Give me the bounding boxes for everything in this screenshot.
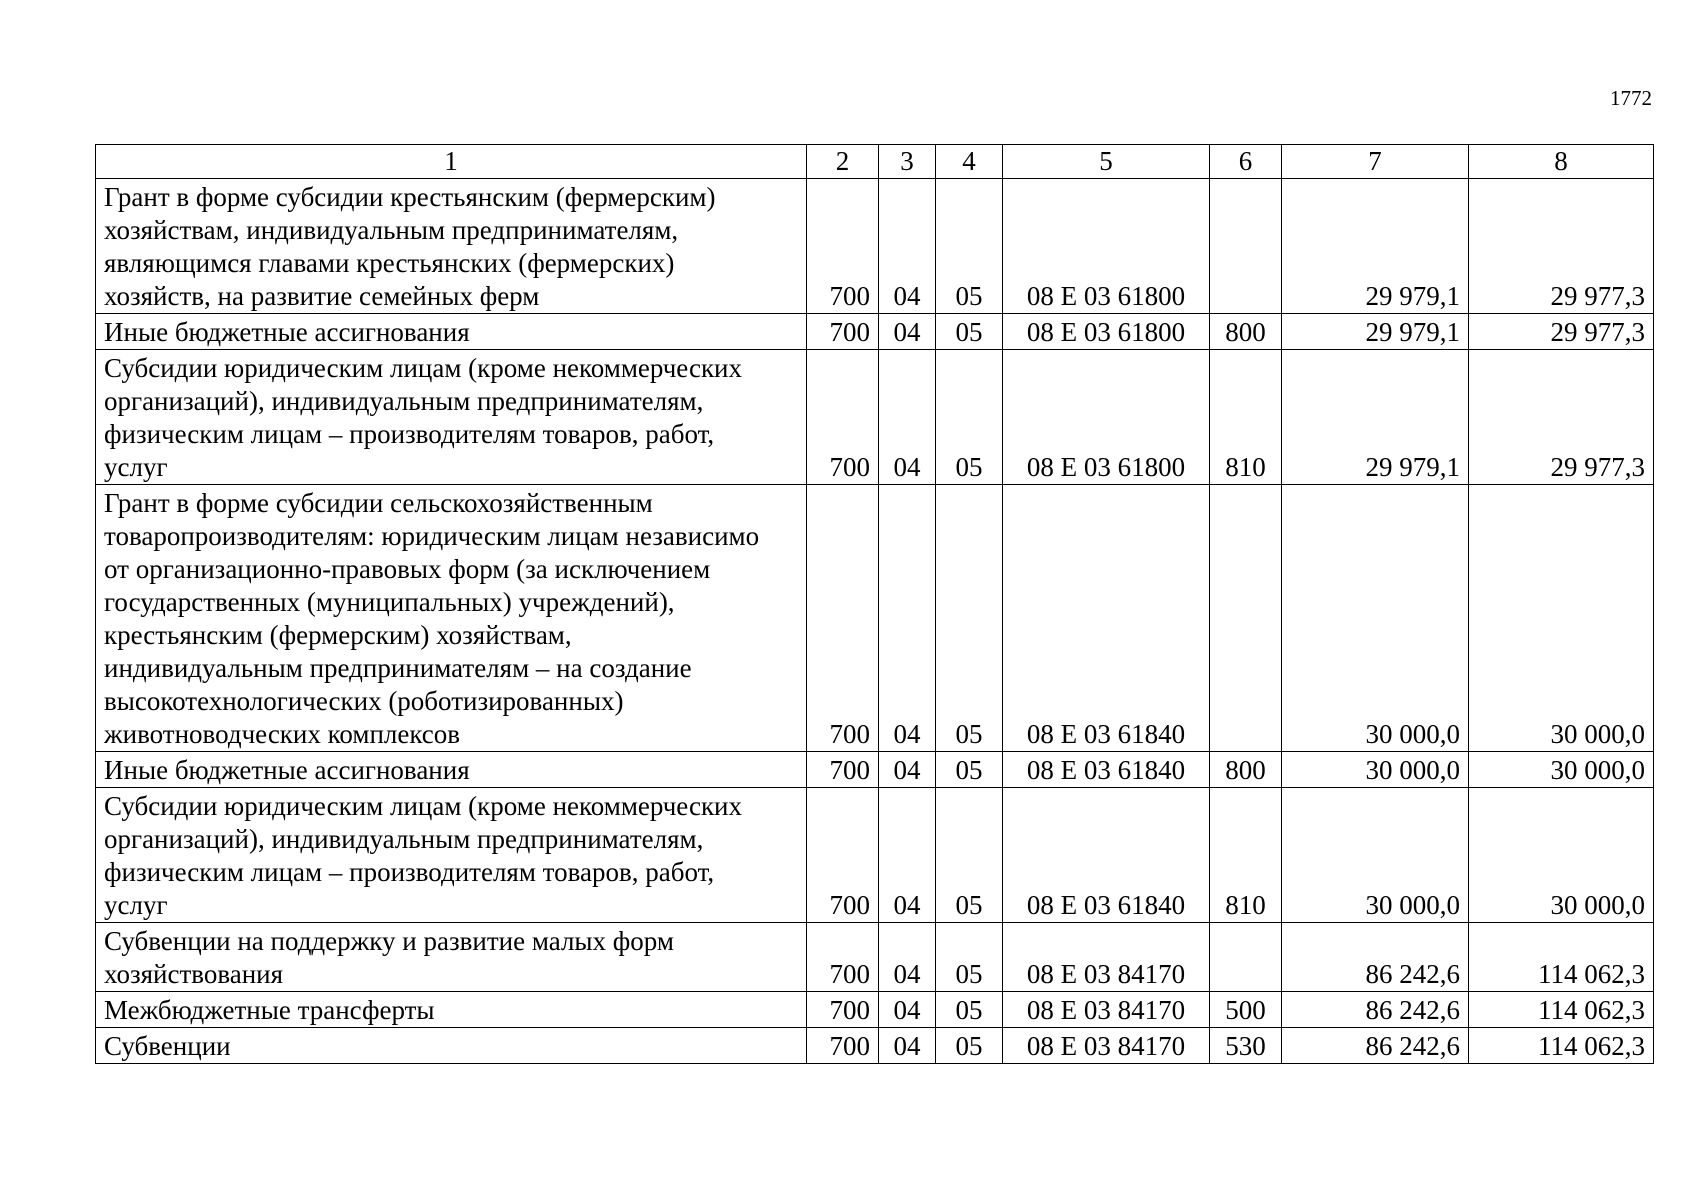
col-7-cell: 86 242,6 (1282, 923, 1469, 992)
row-name-line: государственных (муниципальных) учреждений), (104, 587, 675, 617)
col-7-cell: 29 979,1 (1282, 350, 1469, 485)
col-8-cell: 114 062,3 (1469, 1028, 1654, 1064)
row-name-cell (96, 992, 807, 1028)
row-name-line: являющимся главами крестьянских (фермерских) (104, 248, 675, 278)
row-name-line: хозяйствования (104, 959, 284, 989)
col-3-cell: 04 (879, 923, 936, 992)
col-5-cell: 08 Е 03 61800 (1003, 350, 1210, 485)
row-name-line: Иные бюджетные ассигнования (104, 317, 470, 347)
col-5-cell: 08 Е 03 61840 (1003, 788, 1210, 923)
row-name-line: индивидуальным предпринимателям – на создание (104, 653, 692, 683)
header-cell: 6 (1210, 145, 1282, 179)
col-8-cell: 30 000,0 (1469, 485, 1654, 752)
table-row (96, 923, 1654, 992)
row-name-cell (96, 1028, 807, 1064)
col-4-cell: 05 (936, 314, 1003, 350)
col-8-cell: 114 062,3 (1469, 992, 1654, 1028)
col-6-cell: 500 (1210, 992, 1282, 1028)
col-8-cell: 30 000,0 (1469, 752, 1654, 788)
col-2-cell: 700 (807, 788, 879, 923)
col-7-cell: 86 242,6 (1282, 992, 1469, 1028)
row-name-line: организаций), индивидуальным предпринимателям, (104, 386, 704, 416)
table-body (96, 179, 1654, 1064)
col-6-cell (1210, 179, 1282, 314)
row-name-line: хозяйствам, индивидуальным предпринимателям, (104, 215, 679, 245)
col-4-cell: 05 (936, 485, 1003, 752)
table-row (96, 179, 1654, 314)
col-6-cell: 810 (1210, 788, 1282, 923)
col-4-cell: 05 (936, 1028, 1003, 1064)
col-7-cell: 29 979,1 (1282, 314, 1469, 350)
col-2-cell: 700 (807, 923, 879, 992)
col-7-cell: 29 979,1 (1282, 179, 1469, 314)
col-6-cell: 800 (1210, 314, 1282, 350)
col-5-cell: 08 Е 03 84170 (1003, 1028, 1210, 1064)
col-3-cell: 04 (879, 485, 936, 752)
row-name-line: Субсидии юридическим лицам (кроме некоммерческих (104, 791, 743, 821)
row-name-line: Субсидии юридическим лицам (кроме некоммерческих (104, 353, 743, 383)
col-2-cell: 700 (807, 1028, 879, 1064)
row-name-cell (96, 752, 807, 788)
budget-table (95, 144, 1654, 1064)
col-5-cell: 08 Е 03 61840 (1003, 485, 1210, 752)
row-name-line: крестьянским (фермерским) хозяйствам, (104, 620, 572, 650)
table-row (96, 1028, 1654, 1064)
col-2-cell: 700 (807, 179, 879, 314)
header-cell: 5 (1003, 145, 1210, 179)
col-7-cell: 30 000,0 (1282, 788, 1469, 923)
header-cell: 7 (1282, 145, 1469, 179)
col-7-cell: 30 000,0 (1282, 485, 1469, 752)
col-2-cell: 700 (807, 314, 879, 350)
col-4-cell: 05 (936, 179, 1003, 314)
col-6-cell: 810 (1210, 350, 1282, 485)
col-3-cell: 04 (879, 350, 936, 485)
col-4-cell: 05 (936, 923, 1003, 992)
row-name-line: Грант в форме субсидии сельскохозяйственным (104, 488, 653, 518)
table-row (96, 788, 1654, 923)
col-8-cell: 29 977,3 (1469, 314, 1654, 350)
page-number: 1772 (1610, 86, 1652, 110)
col-3-cell: 04 (879, 788, 936, 923)
row-name-line: хозяйств, на развитие семейных ферм (104, 281, 540, 311)
row-name-line: Субвенции на поддержку и развитие малых форм (104, 926, 674, 956)
row-name-line: физическим лицам – производителям товаров, работ, (104, 857, 715, 887)
row-name-cell (96, 314, 807, 350)
row-name-cell (96, 923, 807, 992)
row-name-line: от организационно-правовых форм (за исключением (104, 554, 711, 584)
col-4-cell: 05 (936, 788, 1003, 923)
row-name-line: Грант в форме субсидии крестьянским (фермерским) (104, 182, 716, 212)
row-name-cell (96, 350, 807, 485)
col-7-cell: 30 000,0 (1282, 752, 1469, 788)
table-row (96, 992, 1654, 1028)
col-3-cell: 04 (879, 992, 936, 1028)
col-3-cell: 04 (879, 179, 936, 314)
col-2-cell: 700 (807, 992, 879, 1028)
row-name-line: Иные бюджетные ассигнования (104, 755, 470, 785)
header-row (96, 145, 1654, 179)
col-8-cell: 29 977,3 (1469, 350, 1654, 485)
row-name-line: товаропроизводителям: юридическим лицам независимо (104, 521, 760, 551)
header-cell: 4 (936, 145, 1003, 179)
row-name-line: высокотехнологических (роботизированных) (104, 686, 624, 716)
row-name-cell (96, 485, 807, 752)
table-row (96, 485, 1654, 752)
col-6-cell (1210, 485, 1282, 752)
col-6-cell: 800 (1210, 752, 1282, 788)
col-8-cell: 114 062,3 (1469, 923, 1654, 992)
row-name-line: услуг (104, 452, 168, 482)
col-5-cell: 08 Е 03 61800 (1003, 179, 1210, 314)
col-5-cell: 08 Е 03 84170 (1003, 923, 1210, 992)
row-name-cell (96, 179, 807, 314)
col-4-cell: 05 (936, 752, 1003, 788)
col-5-cell: 08 Е 03 61840 (1003, 752, 1210, 788)
col-3-cell: 04 (879, 314, 936, 350)
col-5-cell: 08 Е 03 84170 (1003, 992, 1210, 1028)
row-name-line: услуг (104, 890, 168, 920)
row-name-line: физическим лицам – производителям товаров, работ, (104, 419, 715, 449)
header-cell: 2 (807, 145, 879, 179)
row-name-cell (96, 788, 807, 923)
row-name-line: Межбюджетные трансферты (104, 995, 435, 1025)
table-row (96, 350, 1654, 485)
header-cell: 3 (879, 145, 936, 179)
col-3-cell: 04 (879, 1028, 936, 1064)
col-2-cell: 700 (807, 485, 879, 752)
col-6-cell (1210, 923, 1282, 992)
col-8-cell: 30 000,0 (1469, 788, 1654, 923)
col-8-cell: 29 977,3 (1469, 179, 1654, 314)
col-2-cell: 700 (807, 350, 879, 485)
table-row (96, 314, 1654, 350)
row-name-line: Субвенции (104, 1031, 231, 1061)
col-2-cell: 700 (807, 752, 879, 788)
col-4-cell: 05 (936, 350, 1003, 485)
col-7-cell: 86 242,6 (1282, 1028, 1469, 1064)
header-cell: 1 (96, 145, 807, 179)
row-name-line: животноводческих комплексов (104, 719, 461, 749)
col-4-cell: 05 (936, 992, 1003, 1028)
header-cell: 8 (1469, 145, 1654, 179)
col-3-cell: 04 (879, 752, 936, 788)
table-row (96, 752, 1654, 788)
col-6-cell: 530 (1210, 1028, 1282, 1064)
col-5-cell: 08 Е 03 61800 (1003, 314, 1210, 350)
row-name-line: организаций), индивидуальным предпринимателям, (104, 824, 704, 854)
